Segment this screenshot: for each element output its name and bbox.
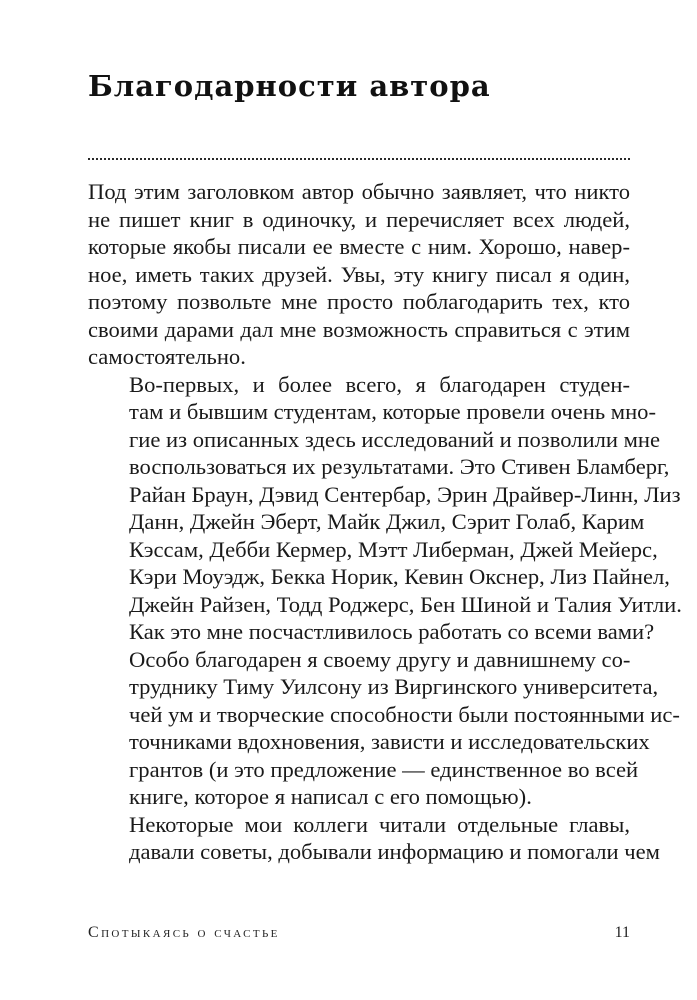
text-line: воспользоваться их результатами. Это Стивен Бламберг, xyxy=(129,454,670,479)
text-line: Как это мне посчастливилось работать со всеми вами? xyxy=(129,619,655,644)
text-line: гие из описанных здесь исследований и позволили мне xyxy=(129,426,661,452)
text-line: Особо благодарен я своему другу и давнишнему со- xyxy=(129,646,631,672)
paragraph-1 xyxy=(88,178,630,371)
text-line: Райан Браун, Дэвид Сентербар, Эрин Драйвер-Линн, Лиз xyxy=(129,481,681,507)
text-line: чей ум и творческие способности были постоянными ис- xyxy=(129,701,680,727)
page-number: 11 xyxy=(614,924,630,941)
text-line: книге, которое я написал с его помощью). xyxy=(129,784,532,809)
running-footer-title: Спотыкаясь о счастье xyxy=(88,924,280,941)
text-line: труднику Тиму Уилсону из Виргинского университета, xyxy=(129,674,659,699)
text-line: точниками вдохновения, зависти и исследовательских xyxy=(129,729,650,754)
text-line: Под этим заголовком автор обычно заявляет, что никто xyxy=(88,179,630,204)
text-line: давали советы, добывали информацию и помогали чем xyxy=(129,839,660,864)
text-line: грантов (и это предложение — единственное во всей xyxy=(129,756,639,782)
text-line: Кэссам, Дебби Кермер, Мэтт Либерман, Джей Мейерс, xyxy=(129,536,658,562)
text-line: самостоятельно. xyxy=(88,344,246,369)
text-line: своими дарами дал мне возможность справиться с этим xyxy=(88,316,630,342)
paragraph-3 xyxy=(88,646,680,811)
text-line: Кэри Моуэдж, Бекка Норик, Кевин Окснер, Лиз Пайнел, xyxy=(129,564,670,589)
chapter-title: Благодарности автора xyxy=(88,69,491,103)
text-line: Данн, Джейн Эберт, Майк Джил, Сэрит Голаб, Карим xyxy=(129,509,645,534)
text-line: там и бывшим студентам, которые провели очень мно- xyxy=(129,399,656,424)
body-text xyxy=(88,178,682,866)
paragraph-4 xyxy=(88,811,660,866)
text-line: Джейн Райзен, Тодд Роджерс, Бен Шиной и Талия Уитли. xyxy=(129,591,682,617)
dotted-divider xyxy=(88,158,630,160)
paragraph-2 xyxy=(88,371,682,646)
text-line: которые якобы писали ее вместе с ним. Хорошо, навер- xyxy=(88,234,630,259)
text-line: Во-первых, и более всего, я благодарен студен- xyxy=(129,371,630,397)
text-line: поэтому позвольте мне просто поблагодарить тех, кто xyxy=(88,289,630,314)
text-line: ное, иметь таких друзей. Увы, эту книгу писал я один, xyxy=(88,261,630,287)
text-line: Некоторые мои коллеги читали отдельные главы, xyxy=(129,811,630,837)
text-line: не пишет книг в одиночку, и перечисляет всех людей, xyxy=(88,206,630,232)
